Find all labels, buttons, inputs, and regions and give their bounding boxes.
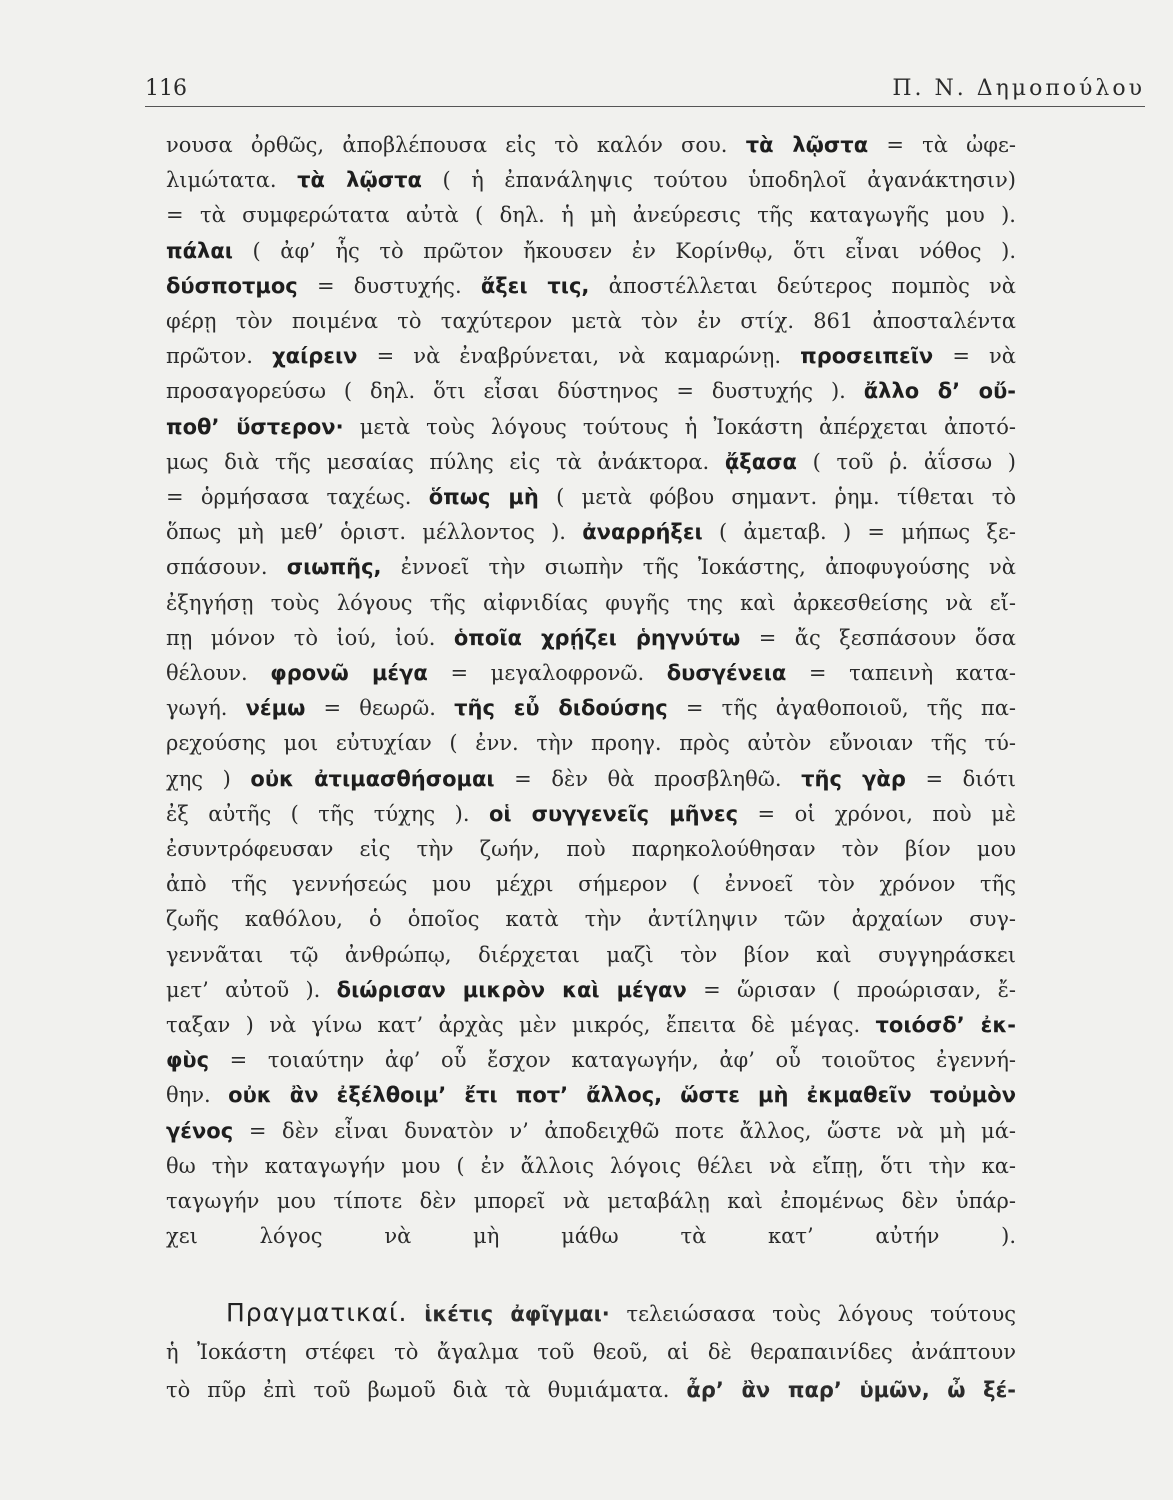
text-line: ἐξηγήσῃ τοὺς λόγους τῆς αἰφνιδίας φυγῆς της καὶ ἀρκεσθείσης νὰ εἴ- [166,590,1016,615]
running-title: Π. Ν. Δημοπούλου [892,76,1145,101]
text-line: φέρῃ τὸν ποιμένα τὸ ταχύτερον μετὰ τὸν ἐν στίχ. 861 ἀποσταλέντα [166,309,1016,334]
text-line: πῃ μόνον τὸ ἰού, ἰού. ὁποῖα χρῄζει ῥηγνύτω = ἄς ξεσπάσουν ὅσα [166,625,1016,650]
commentary-text [166,128,1016,1255]
text-line: ὅπως μὴ μεθ’ ὁριστ. μέλλοντος ). ἀναρρήξει ( ἀμεταβ. ) = μήπως ξε- [166,520,1016,545]
section-text-line: τὸ πῦρ ἐπὶ τοῦ βωμοῦ διὰ τὰ θυμιάματα. ἆρ’ ἂν παρ’ ὑμῶν, ὦ ξέ- [166,1378,1016,1402]
text-line: ἐσυντρόφευσαν εἰς τὴν ζωήν, ποὺ παρηκολούθησαν τὸν βίον μου [166,837,1016,862]
text-line: ταξαν ) νὰ γίνω κατ’ ἀρχὰς μὲν μικρός, ἔπειτα δὲ μέγας. τοιόσδ’ ἐκ- [166,1013,1016,1038]
text-line: μετ’ αὐτοῦ ). διώρισαν μικρὸν καὶ μέγαν = ὥρισαν ( προώρισαν, ἔ- [166,977,1016,1002]
running-header [145,70,1145,107]
text-line: χης ) οὐκ ἀτιμασθήσομαι = δὲν θὰ προσβληθῶ. τῆς γὰρ = διότι [166,766,1016,791]
text-line: πρῶτον. χαίρειν = νὰ ἐναβρύνεται, νὰ καμαρώνῃ. προσειπεῖν = νὰ [166,344,1016,369]
text-line: προσαγορεύσω ( δηλ. ὅτι εἶσαι δύστηνος = δυστυχής ). ἄλλο δ’ οὔ- [166,379,1016,404]
text-line: νουσα ὀρθῶς, ἀποβλέπουσα εἰς τὸ καλόν σου. τὰ λῷστα = τὰ ὠφε- [166,133,1016,157]
text-line: πάλαι ( ἀφ’ ἧς τὸ πρῶτον ἤκουσεν ἐν Κορίνθῳ, ὅτι εἶναι νόθος ). [166,238,1016,263]
text-line: λιμώτατα. τὰ λῷστα ( ἡ ἐπανάληψις τούτου ὑποδηλοῖ ἀγανάκτησιν) [166,168,1016,193]
text-line: = ὁρμήσασα ταχέως. ὅπως μὴ ( μετὰ φόβου σημαντ. ῥημ. τίθεται τὸ [166,485,1016,510]
text-line: γένος = δὲν εἶναι δυνατὸν ν’ ἀποδειχθῶ ποτε ἄλλος, ὥστε νὰ μὴ μά- [166,1118,1016,1143]
section-pragmatikai [166,1294,1016,1409]
text-line: ταγωγήν μου τίποτε δὲν μπορεῖ νὰ μεταβάλῃ καὶ ἐπομένως δὲν ὑπάρ- [166,1189,1016,1214]
section-text-line: ἡ Ἰοκάστη στέφει τὸ ἄγαλμα τοῦ θεοῦ, αἱ δὲ θεραπαινίδες ἀνάπτουν [166,1340,1016,1364]
text-line: φὺς = τοιαύτην ἀφ’ οὗ ἔσχον καταγωγήν, ἀφ’ οὗ τοιοῦτος ἐγεννή- [166,1048,1016,1073]
text-line: θην. οὐκ ἂν ἐξέλθοιμ’ ἔτι ποτ’ ἄλλος, ὥστε μὴ ἐκμαθεῖν τοὐμὸν [166,1083,1016,1108]
section-heading: Πραγματικαί. [226,1298,408,1327]
text-line: ἀπὸ τῆς γεννήσεώς μου μέχρι σήμερον ( ἐννοεῖ τὸν χρόνον τῆς [166,872,1016,897]
text-line: γωγή. νέμω = θεωρῶ. τῆς εὖ διδούσης = τῆς ἀγαθοποιοῦ, τῆς πα- [166,696,1016,721]
text-line: θέλουν. φρονῶ μέγα = μεγαλοφρονῶ. δυσγένεια = ταπεινὴ κατα- [166,661,1016,686]
text-line: θω τὴν καταγωγήν μου ( ἐν ἄλλοις λόγοις θέλει νὰ εἴπῃ, ὅτι τὴν κα- [166,1153,1016,1178]
text-line: ρεχούσης μοι εὐτυχίαν ( ἐνν. τὴν προηγ. πρὸς αὐτὸν εὔνοιαν τῆς τύ- [166,731,1016,756]
text-line: ζωῆς καθόλου, ὁ ὁποῖος κατὰ τὴν ἀντίληψιν τῶν ἀρχαίων συγ- [166,907,1016,932]
text-line: δύσποτμος = δυστυχής. ἄξει τις, ἀποστέλλεται δεύτερος πομπὸς νὰ [166,273,1016,298]
text-line: μως διὰ τῆς μεσαίας πύλης εἰς τὰ ἀνάκτορα. ᾄξασα ( τοῦ ῥ. ἀΐσσω ) [166,449,1016,474]
text-line: γεννᾶται τῷ ἀνθρώπῳ, διέρχεται μαζὶ τὸν βίον καὶ συγγηράσκει [166,942,1016,967]
text-line: σπάσουν. σιωπῆς, ἐννοεῖ τὴν σιωπὴν τῆς Ἰοκάστης, ἀποφυγούσης νὰ [166,555,1016,580]
text-line: χει λόγος νὰ μὴ μάθω τὰ κατ’ αὐτήν ). [166,1224,1016,1249]
section-first-line-text: ἱκέτις ἀφῖγμαι· τελειώσασα τοὺς λόγους τούτους [424,1302,1016,1326]
text-line: ποθ’ ὕστερον· μετὰ τοὺς λόγους τούτους ἡ Ἰοκάστη ἀπέρχεται ἀποτό- [166,414,1017,439]
section-first-line [166,1294,1016,1333]
page-number: 116 [145,76,187,101]
text-line: ἐξ αὐτῆς ( τῆς τύχης ). οἱ συγγενεῖς μῆνες = οἱ χρόνοι, ποὺ μὲ [166,801,1016,826]
text-line: = τὰ συμφερώτατα αὐτὰ ( δηλ. ἡ μὴ ἀνεύρεσις τῆς καταγωγῆς μου ). [166,203,1016,228]
